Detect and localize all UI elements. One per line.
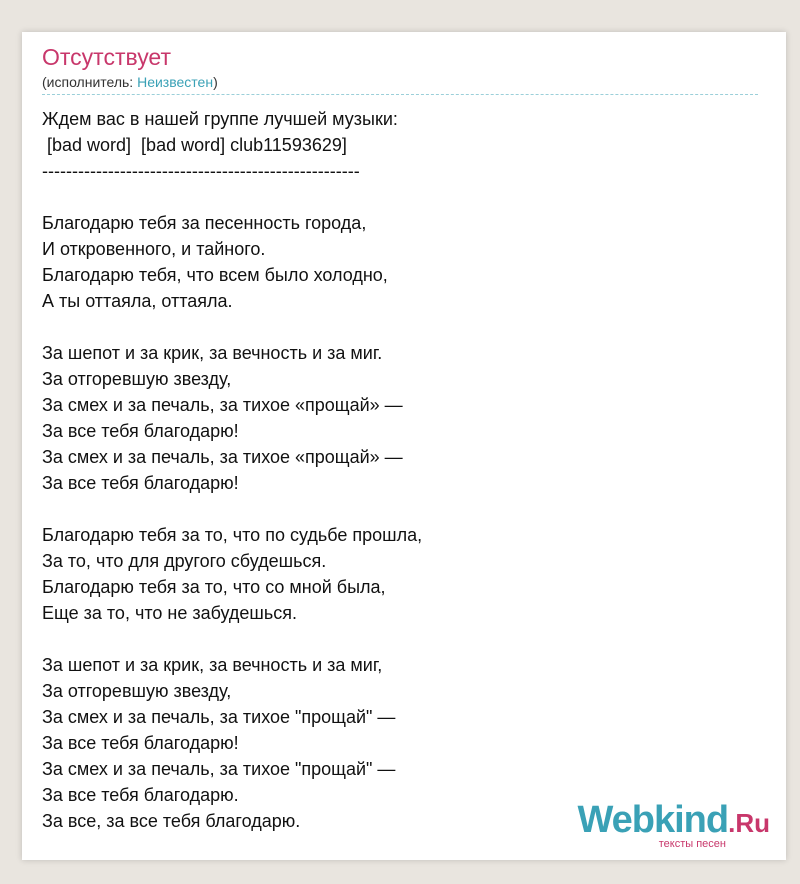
artist-suffix: ) — [213, 74, 218, 90]
lyric-line: ----------------------------------------------------- — [42, 161, 360, 181]
artist-link[interactable]: Неизвестен — [137, 74, 214, 90]
lyric-line: За все тебя благодарю! — [42, 473, 239, 493]
song-title: Отсутствует — [42, 44, 171, 70]
lyric-line: Благодарю тебя за то, что со мной была, — [42, 577, 386, 597]
lyric-line — [42, 496, 762, 522]
lyric-line: За то, что для другого сбудешься. — [42, 551, 327, 571]
lyric-line: За шепот и за крик, за вечность и за миг. — [42, 343, 383, 363]
lyric-line: За все, за все тебя благодарю. — [42, 811, 301, 831]
lyric-line — [42, 314, 762, 340]
lyric-line: За отгоревшую звезду, — [42, 369, 232, 389]
site-logo[interactable] — [577, 801, 770, 850]
lyric-line: За все тебя благодарю. — [42, 785, 239, 805]
artist-prefix: (исполнитель: — [42, 74, 138, 90]
lyric-line: [bad word] [bad word] club11593629] — [42, 135, 347, 155]
lyric-line: А ты оттаяла, оттаяла. — [42, 291, 233, 311]
artist-line — [42, 73, 218, 91]
divider — [42, 94, 758, 95]
logo-main: Webkind — [577, 799, 729, 841]
logo-tagline: тексты песен — [658, 838, 726, 850]
lyric-line: За все тебя благодарю! — [42, 421, 239, 441]
lyric-line: Благодарю тебя, что всем было холодно, — [42, 265, 388, 285]
lyric-line: Ждем вас в нашей группе лучшей музыки: — [42, 109, 398, 129]
lyrics-text — [42, 106, 762, 834]
lyric-line: За отгоревшую звезду, — [42, 681, 232, 701]
lyric-line: Еще за то, что не забудешься. — [42, 603, 297, 623]
logo-wordmark — [577, 801, 770, 842]
lyric-line — [42, 184, 762, 210]
lyric-line: За шепот и за крик, за вечность и за миг, — [42, 655, 383, 675]
lyrics-card — [22, 32, 786, 860]
lyric-line: Благодарю тебя за песенность города, — [42, 213, 367, 233]
lyric-line: Благодарю тебя за то, что по судьбе прошла, — [42, 525, 423, 545]
lyric-line: За смех и за печаль, за тихое "прощай" — — [42, 707, 396, 727]
logo-suffix: .Ru — [728, 808, 770, 838]
lyric-line: За все тебя благодарю! — [42, 733, 239, 753]
lyric-line: За смех и за печаль, за тихое "прощай" — — [42, 759, 396, 779]
lyric-line — [42, 626, 762, 652]
lyric-line: И откровенного, и тайного. — [42, 239, 266, 259]
lyric-line: За смех и за печаль, за тихое «прощай» — — [42, 395, 403, 415]
lyric-line: За смех и за печаль, за тихое «прощай» — — [42, 447, 403, 467]
